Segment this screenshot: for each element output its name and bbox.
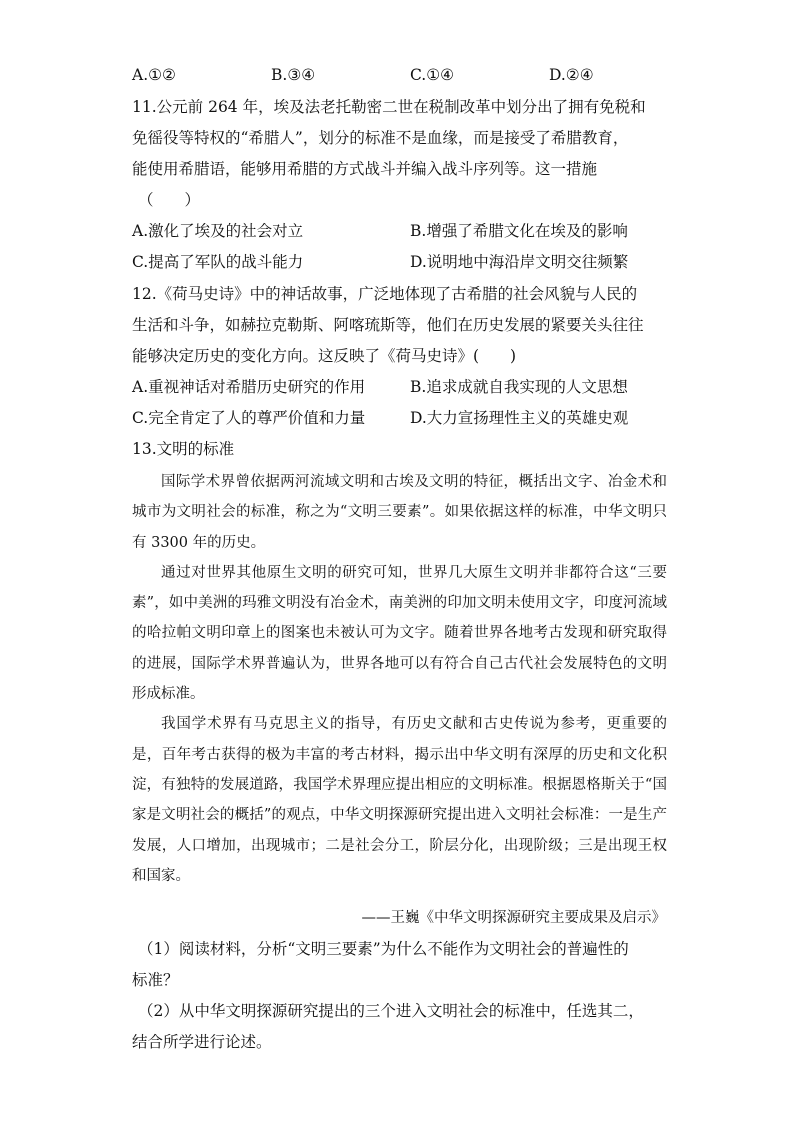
q13-subquestion-line: （2）从中华文明探源研究提出的三个进入文明社会的标准中，任选其二， [138,1002,644,1020]
q13-title: 13.文明的标准 [132,440,235,458]
q13-material-paragraph: 国际学术界曾依据两河流域文明和古埃及文明的特征，概括出文字、冶金术和城市为文明社会的标准，称之为“文明三要素”。如果依据这样的标准，中华文明只有 3300 年的历史。 [132,474,667,551]
q13-material-paragraph: 通过对世界其他原生文明的研究可知，世界几大原生文明并非都符合这“三要素”，如中美洲的玛雅文明没有冶金术，南美洲的印加文明未使用文字，印度河流域的哈拉帕文明印章上的图案也未被认可为文字。随着世界各地考古发现和研究取得的进展，国际学术界普遍认为，世界各地可以有符合自己古代社会发展特色的文明形成标准。 [132,564,667,703]
q11-option-b: B.增强了希腊文化在埃及的影响 [410,222,628,240]
q12-stem-line: 生活和斗争，如赫拉克勒斯、阿喀琉斯等，他们在历史发展的紧要关头往往 [132,316,644,334]
q10-option-a: A.①② [132,66,176,84]
q12-option-c: C.完全肯定了人的尊严价值和力量 [132,409,366,427]
q11-stem-line: 免徭役等特权的“希腊人”，划分的标准不是血缘，而是接受了希腊教育， [132,129,629,147]
q13-material-paragraph: 我国学术界有马克思主义的指导，有历史文献和古史传说为参考，更重要的是，百年考古获得的极为丰富的考古材料，揭示出中华文明有深厚的历史和文化积淀，有独特的发展道路，我国学术界理应提出相应的文明标准。根据恩格斯关于“国家是文明社会的概括”的观点，中华文明探源研究提出进入文明社会标准：一是生产发展，人口增加，出现城市；二是社会分工，阶层分化，出现阶级；三是出现王权和国家。 [132,716,667,884]
q11-stem-line: 能使用希腊语，能够用希腊的方式战斗并编入战斗序列等。这一措施 [132,160,598,178]
q11-option-a: A.激化了埃及的社会对立 [132,222,304,240]
q10-option-d: D.②④ [549,66,594,84]
q11-option-d: D.说明地中海沿岸文明交往频繁 [410,253,629,271]
q13-material [132,467,667,891]
q12-option-d: D.大力宣扬理性主义的英雄史观 [410,409,629,427]
q10-option-c: C.①④ [410,66,455,84]
q12-stem-line: 能够决定历史的变化方向。这反映了《荷马史诗》( ) [132,347,517,365]
q11-stem-line: 11.公元前 264 年，埃及法老托勒密二世在税制改革中划分出了拥有免税和 [132,98,646,116]
q13-subquestion-line: 结合所学进行论述。 [132,1033,272,1051]
q10-option-b: B.③④ [271,66,316,84]
q12-stem-line: 12.《荷马史诗》中的神话故事，广泛地体现了古希腊的社会风貌与人民的 [132,285,638,303]
q13-subquestion-line: （1）阅读材料，分析“文明三要素”为什么不能作为文明社会的普遍性的 [138,940,629,958]
q13-source-citation: ——王巍《中华文明探源研究主要成果及启示》 [361,910,666,926]
q12-option-a: A.重视神话对希腊历史研究的作用 [132,378,366,396]
q11-answer-blank: （ ） [138,191,201,209]
q11-option-c: C.提高了军队的战斗能力 [132,253,304,271]
q12-option-b: B.追求成就自我实现的人文思想 [410,378,628,396]
q13-subquestion-line: 标准？ [132,971,179,989]
